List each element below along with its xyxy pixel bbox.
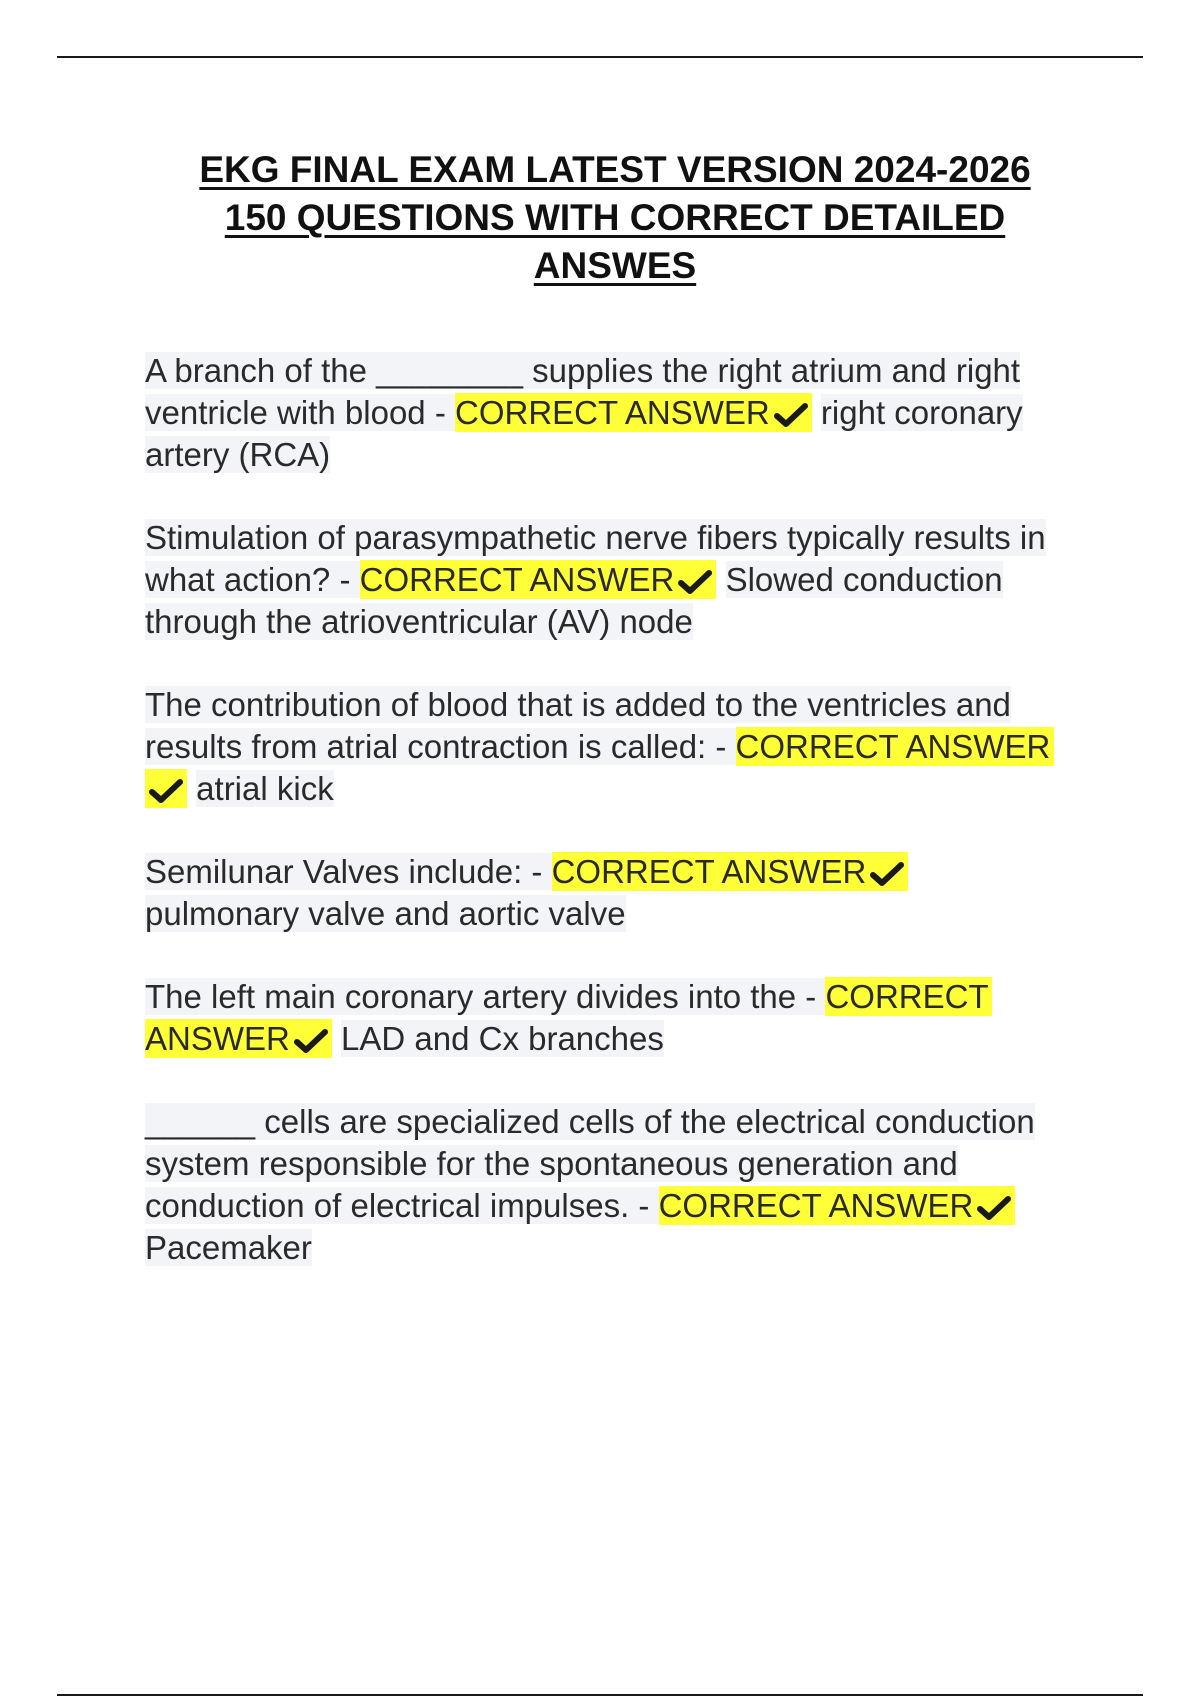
correct-answer-label: CORRECT ANSWER <box>145 727 1054 808</box>
check-icon <box>294 1028 328 1054</box>
question-prompt: Stimulation of parasympathetic nerve fibers typically results in what action? - <box>145 519 1046 598</box>
top-rule <box>57 56 1143 58</box>
question-prompt: The left main coronary artery divides into the - <box>145 978 826 1015</box>
question-item <box>145 976 1090 1060</box>
question-item <box>145 684 1090 810</box>
check-icon <box>678 569 712 595</box>
answer-text: right coronary artery (RCA) <box>145 394 1023 473</box>
question-prompt: ______ cells are specialized cells of the electrical conduction system responsible for the spontaneous generation and conduction of electrical impulses. - <box>145 1103 1035 1224</box>
question-item <box>145 851 1090 935</box>
correct-answer-label: CORRECT ANSWER <box>659 1186 1016 1225</box>
answer-text: LAD and Cx branches <box>341 1020 664 1057</box>
bottom-rule <box>57 1694 1143 1696</box>
check-icon <box>870 861 904 887</box>
question-item <box>145 350 1090 476</box>
check-icon <box>977 1195 1011 1221</box>
title-line-1: EKG FINAL EXAM LATEST VERSION 2024-2026 <box>199 149 1031 190</box>
check-icon <box>149 778 183 804</box>
question-item <box>145 1101 1090 1269</box>
title-line-2: 150 QUESTIONS WITH CORRECT DETAILED <box>224 197 1006 238</box>
answer-text: Pacemaker <box>145 1229 312 1266</box>
document-title <box>120 146 1110 290</box>
answer-text: pulmonary valve and aortic valve <box>145 895 626 932</box>
question-prompt: A branch of the ________ supplies the right atrium and right ventricle with blood - <box>145 352 1021 431</box>
question-prompt: The contribution of blood that is added to the ventricles and results from atrial contraction is called: - <box>145 686 1011 765</box>
correct-answer-label: CORRECT ANSWER <box>360 560 717 599</box>
title-line-3: ANSWES <box>533 245 697 286</box>
correct-answer-label: CORRECT ANSWER <box>455 393 812 432</box>
answer-text: atrial kick <box>196 770 334 807</box>
question-list <box>145 350 1090 1310</box>
check-icon <box>774 402 808 428</box>
answer-text: Slowed conduction through the atrioventricular (AV) node <box>145 561 1003 640</box>
question-prompt: Semilunar Valves include: - <box>145 853 552 890</box>
question-item <box>145 517 1090 643</box>
correct-answer-label: CORRECT ANSWER <box>552 852 909 891</box>
correct-answer-label: CORRECT ANSWER <box>145 977 992 1058</box>
